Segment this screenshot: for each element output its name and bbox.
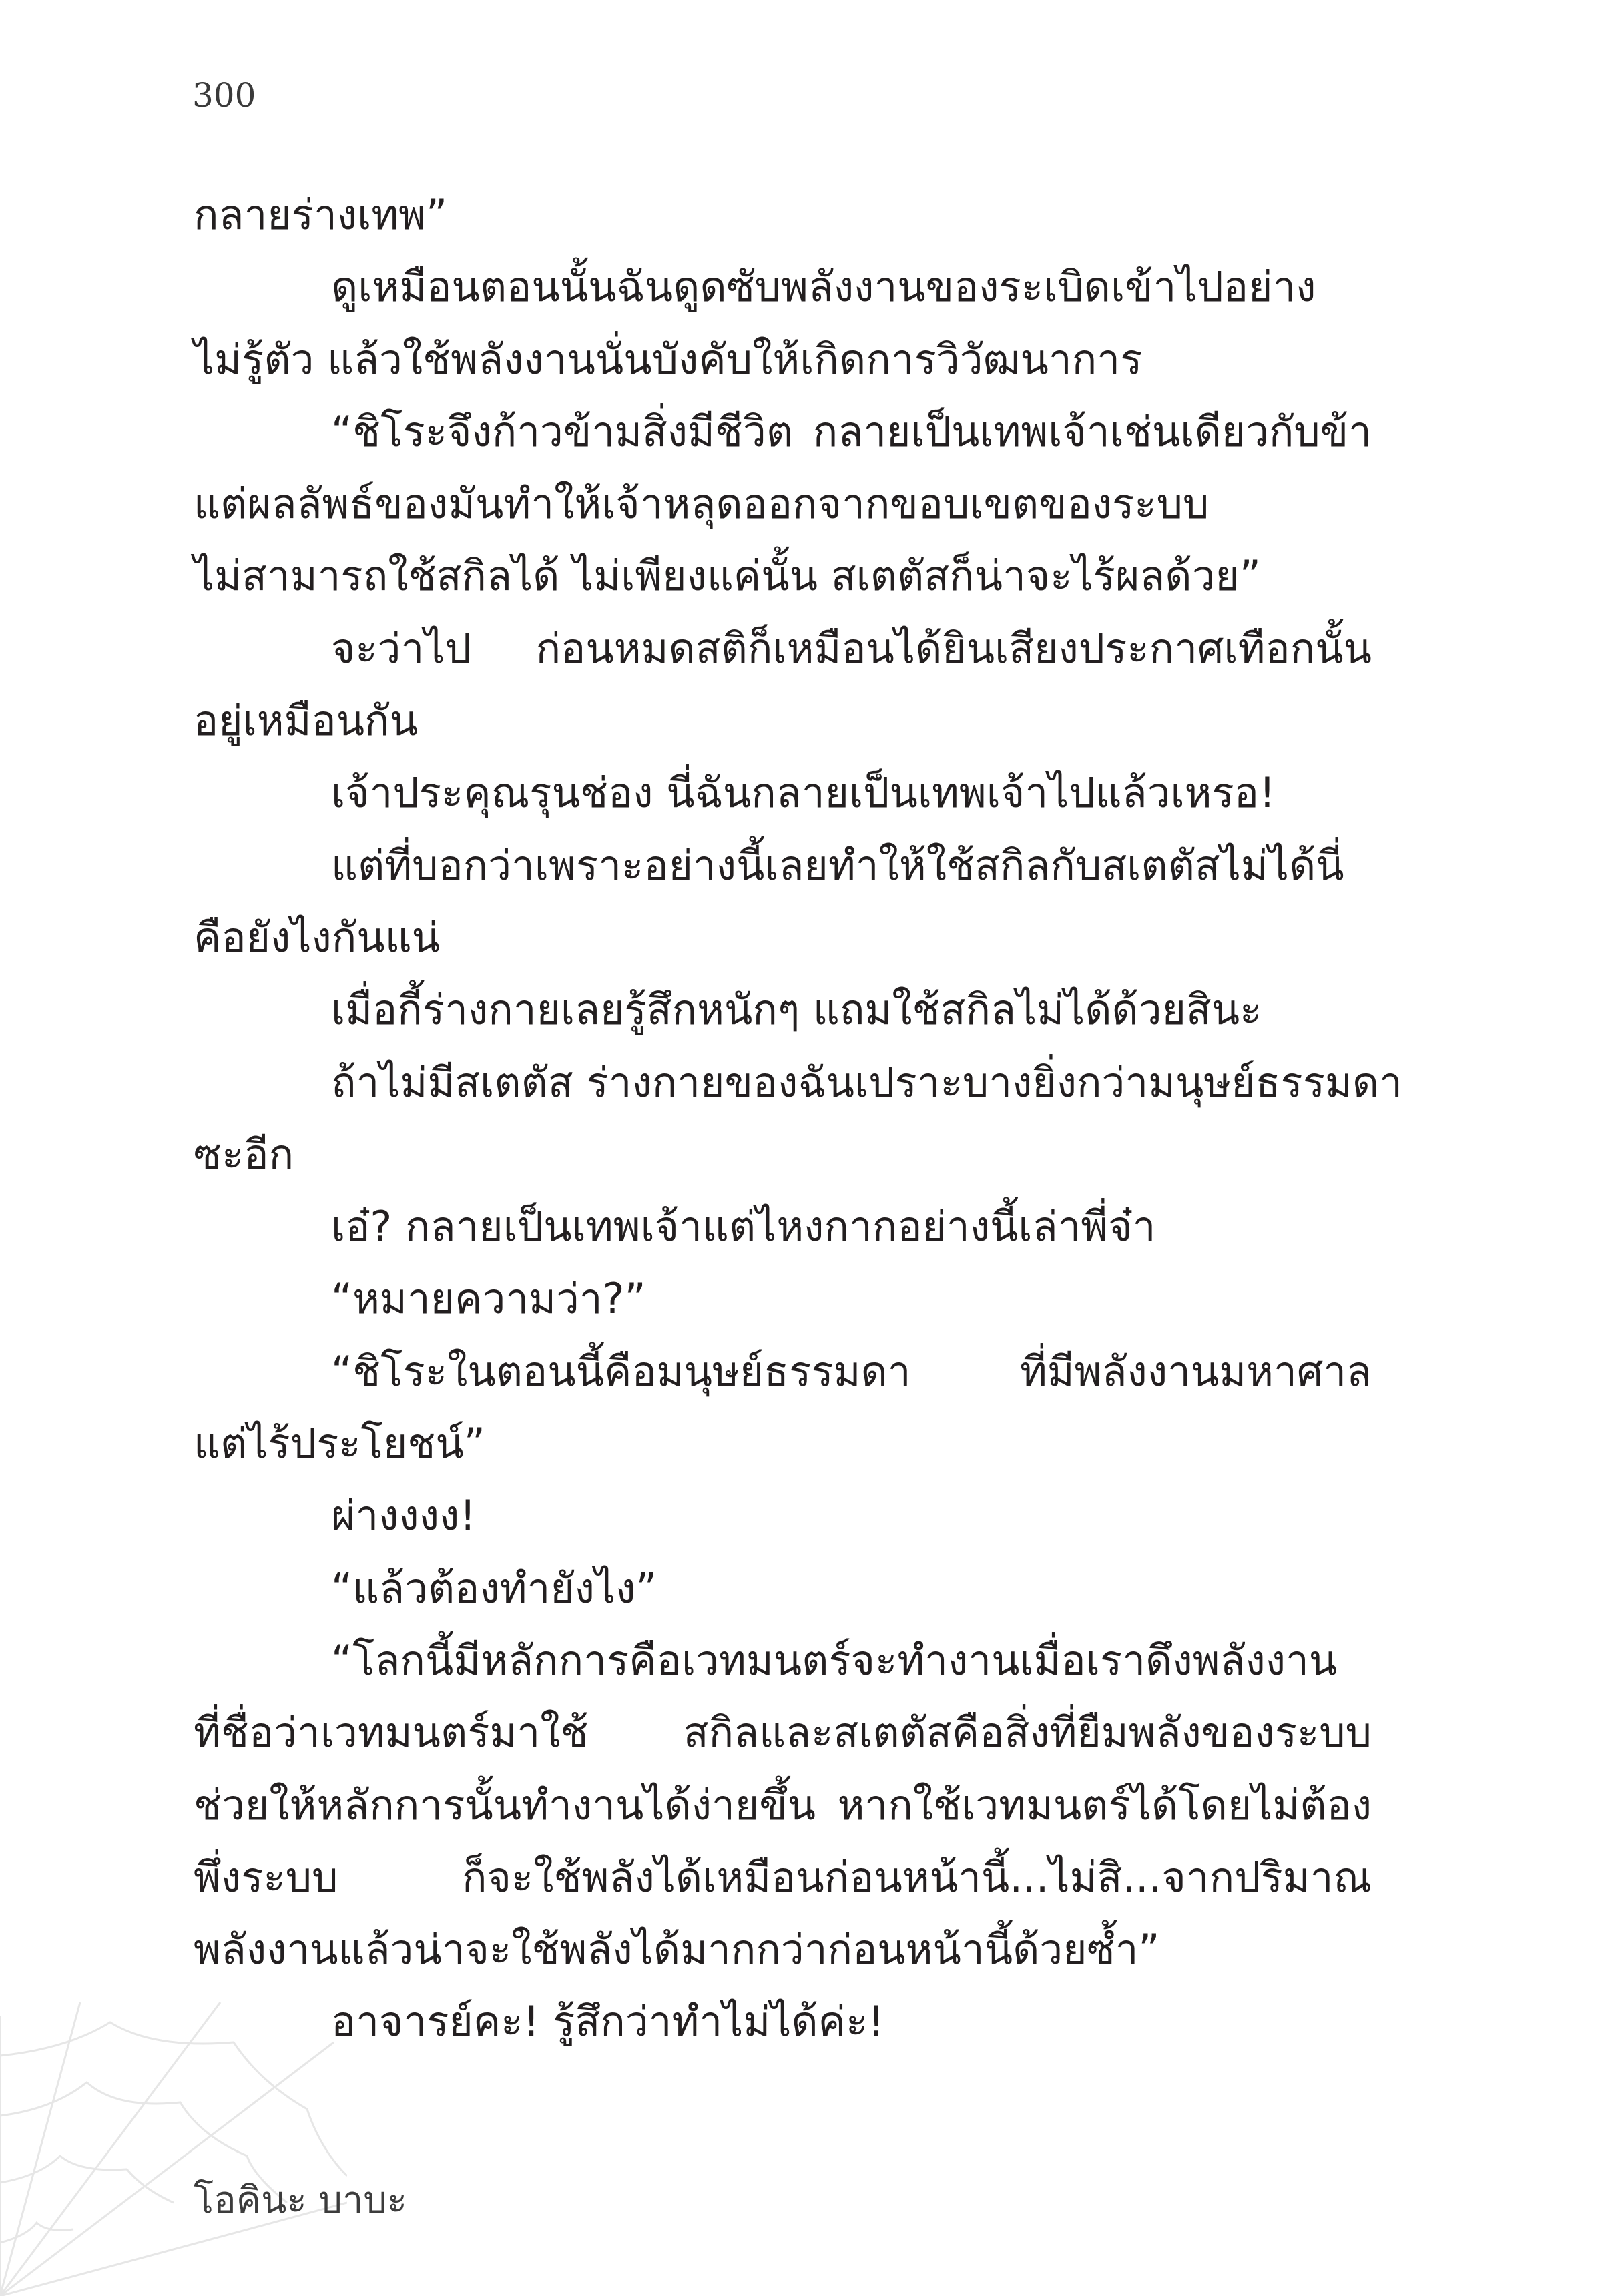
spider-web-decoration xyxy=(0,2002,347,2296)
text-line: แต่ผลลัพธ์ของมันทำให้เจ้าหลุดออกจากขอบเขตของระบบ xyxy=(194,479,1210,529)
text-line: คือยังไงกันแน่ xyxy=(194,912,441,962)
text-line: เจ้าประคุณรุนช่อง นี่ฉันกลายเป็นเทพเจ้าไปแล้วเหรอ! xyxy=(331,768,1276,818)
text-line: “หมายความว่า?” xyxy=(331,1274,646,1324)
text-line: “แล้วต้องทำยังไง” xyxy=(331,1563,657,1613)
text-line: เอ๋? กลายเป็นเทพเจ้าแต่ไหงกากอย่างนี้เล่าพี่จ๋า xyxy=(331,1202,1156,1251)
text-line: เมื่อกี้ร่างกายเลยรู้สึกหนักๆ แถมใช้สกิลไม่ได้ด้วยสินะ xyxy=(331,985,1262,1035)
running-footer-author: โอคินะ บาบะ xyxy=(194,2179,407,2222)
text-line: “ชิโระในตอนนี้คือมนุษย์ธรรมดา ที่มีพลังงานมหาศาล xyxy=(331,1346,1372,1396)
text-line: ผ่างงงง! xyxy=(331,1491,477,1540)
text-line: ไม่สามารถใช้สกิลได้ ไม่เพียงแค่นั้น สเตตัสก็น่าจะไร้ผลด้วย” xyxy=(194,551,1261,601)
text-line: จะว่าไป ก่อนหมดสติก็เหมือนได้ยินเสียงประกาศเทือกนั้น xyxy=(331,623,1372,673)
text-line: ที่ชื่อว่าเวทมนตร์มาใช้ สกิลและสเตตัสคือสิ่งที่ยืมพลังของระบบ xyxy=(194,1708,1372,1757)
text-line: ช่วยให้หลักการนั้นทำงานได้ง่ายขึ้น หากใช้เวทมนตร์ได้โดยไม่ต้อง xyxy=(194,1780,1372,1829)
text-line: ซะอีก xyxy=(194,1129,294,1179)
text-line: ถ้าไม่มีสเตตัส ร่างกายของฉันเปราะบางยิ่งกว่ามนุษย์ธรรมดา xyxy=(331,1057,1402,1107)
text-line: อาจารย์คะ! รู้สึกว่าทำไม่ได้ค่ะ! xyxy=(331,1997,885,2046)
page-number: 300 xyxy=(192,76,256,115)
text-line: พลังงานแล้วน่าจะใช้พลังได้มากกว่าก่อนหน้านี้ด้วยซ้ำ” xyxy=(194,1925,1160,1974)
text-line: อยู่เหมือนกัน xyxy=(194,696,419,746)
text-line: ดูเหมือนตอนนั้นฉันดูดซับพลังงานของระเบิดเข้าไปอย่าง xyxy=(331,262,1316,312)
text-line: กลายร่างเทพ” xyxy=(194,190,448,239)
text-line: “ชิโระจึงก้าวข้ามสิ่งมีชีวิต กลายเป็นเทพเจ้าเช่นเดียวกับข้า xyxy=(331,406,1372,456)
text-line: ไม่รู้ตัว แล้วใช้พลังงานนั่นบังคับให้เกิดการวิวัฒนาการ xyxy=(194,334,1143,384)
text-line: แต่ไร้ประโยชน์” xyxy=(194,1419,485,1468)
body-text xyxy=(194,179,1402,2058)
text-line: “โลกนี้มีหลักการคือเวทมนตร์จะทำงานเมื่อเราดึงพลังงาน xyxy=(331,1635,1338,1685)
text-line: พึ่งระบบ ก็จะใช้พลังได้เหมือนก่อนหน้านี้...ไม่สิ...จากปริมาณ xyxy=(194,1852,1372,1902)
text-line: แต่ที่บอกว่าเพราะอย่างนี้เลยทำให้ใช้สกิลกับสเตตัสไม่ได้นี่ xyxy=(331,840,1344,890)
